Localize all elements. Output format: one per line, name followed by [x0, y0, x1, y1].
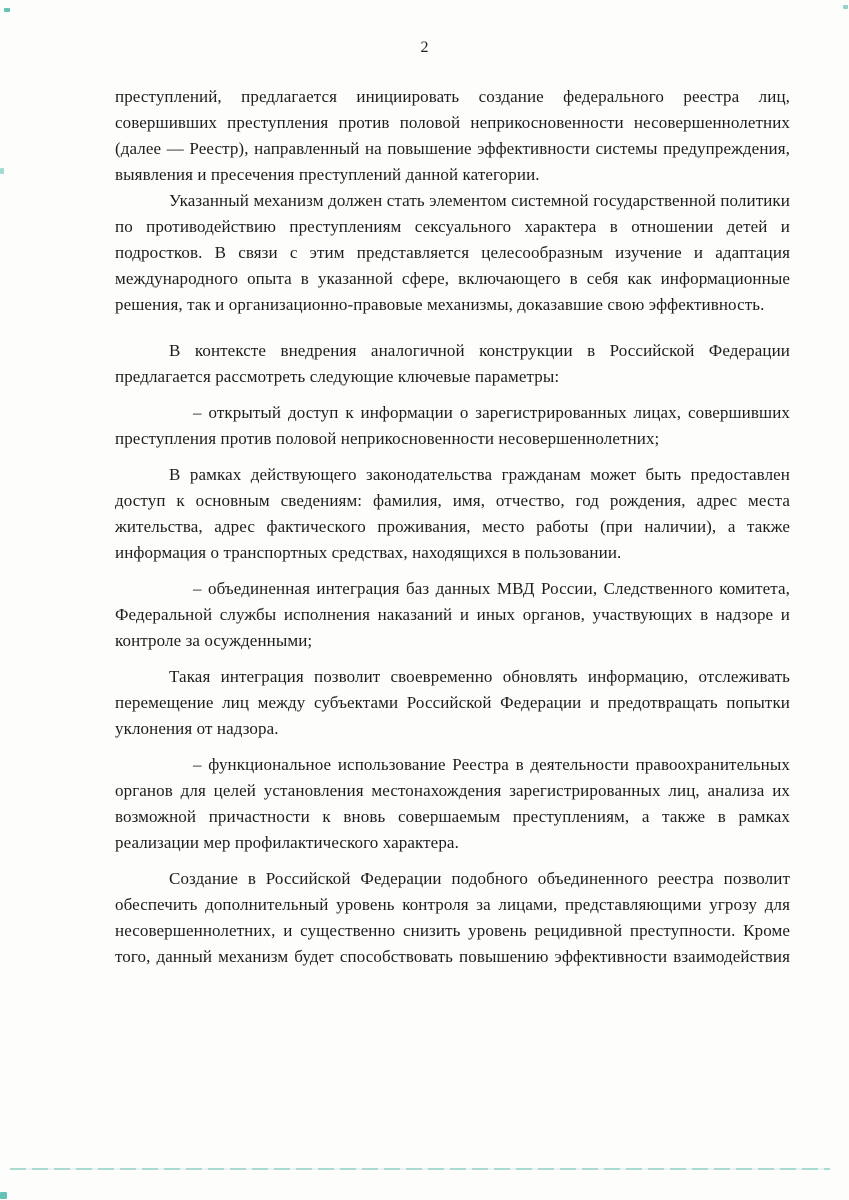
- paragraph: Такая интеграция позволит своевременно обновлять информацию, отслеживать перемещение лиц между субъектами Российской Федерации и предотвращать попытки уклонения от надзора.: [115, 667, 790, 738]
- paragraph: В контексте внедрения аналогичной конструкции в Российской Федерации предлагается рассмотреть следующие ключевые параметры:: [115, 341, 790, 386]
- scan-artifact-speck-mid-left: [0, 168, 4, 174]
- paragraph: Создание в Российской Федерации подобного объединенного реестра позволит обеспечить дополнительный уровень контроля за лицами, представляющими угрозу для несовершеннолетних, и существенно снизить уровень рецидивной преступности. Кроме того, данный механизм будет способствовать повышению эффективности взаимодействия: [115, 869, 790, 966]
- page-number: 2: [420, 39, 429, 56]
- scan-artifact-speck-bottom-left: [0, 1192, 7, 1199]
- paragraph: – открытый доступ к информации о зарегистрированных лицах, совершивших преступления против половой неприкосновенности несовершеннолетних;: [115, 403, 790, 448]
- paragraph: Указанный механизм должен стать элементом системной государственной политики по противодействию преступлениям сексуального характера в отношении детей и подростков. В связи с этим представляется целесообразным изучение и адаптация международного опыта в указанной сфере, включающего в себя как информационные решения, так и организационно-правовые механизмы, доказавшие свою эффективность.: [115, 191, 790, 314]
- scan-artifact-line: [10, 1168, 830, 1170]
- scan-artifact-speck-top-right: [843, 5, 848, 9]
- document-body: [115, 84, 790, 970]
- paragraph: – объединенная интеграция баз данных МВД России, Следственного комитета, Федеральной службы исполнения наказаний и иных органов, участвующих в надзоре и контроле за осужденными;: [115, 579, 790, 650]
- paragraph: – функциональное использование Реестра в деятельности правоохранительных органов для целей установления местонахождения зарегистрированных лиц, анализа их возможной причастности к вновь совершаемым преступлениям, а также в рамках реализации мер профилактического характера.: [115, 755, 790, 852]
- paragraph: преступлений, предлагается инициировать создание федерального реестра лиц, совершивших преступления против половой неприкосновенности несовершеннолетних (далее — Реестр), направленный на повышение эффективности системы предупреждения, выявления и пресечения преступлений данной категории.: [115, 87, 790, 184]
- scan-artifact-speck-top-left: [4, 8, 10, 12]
- paragraph: В рамках действующего законодательства гражданам может быть предоставлен доступ к основным сведениям: фамилия, имя, отчество, год рождения, адрес места жительства, адрес фактического проживания, место работы (при наличии), а также информация о транспортных средствах, находящихся в пользовании.: [115, 465, 790, 562]
